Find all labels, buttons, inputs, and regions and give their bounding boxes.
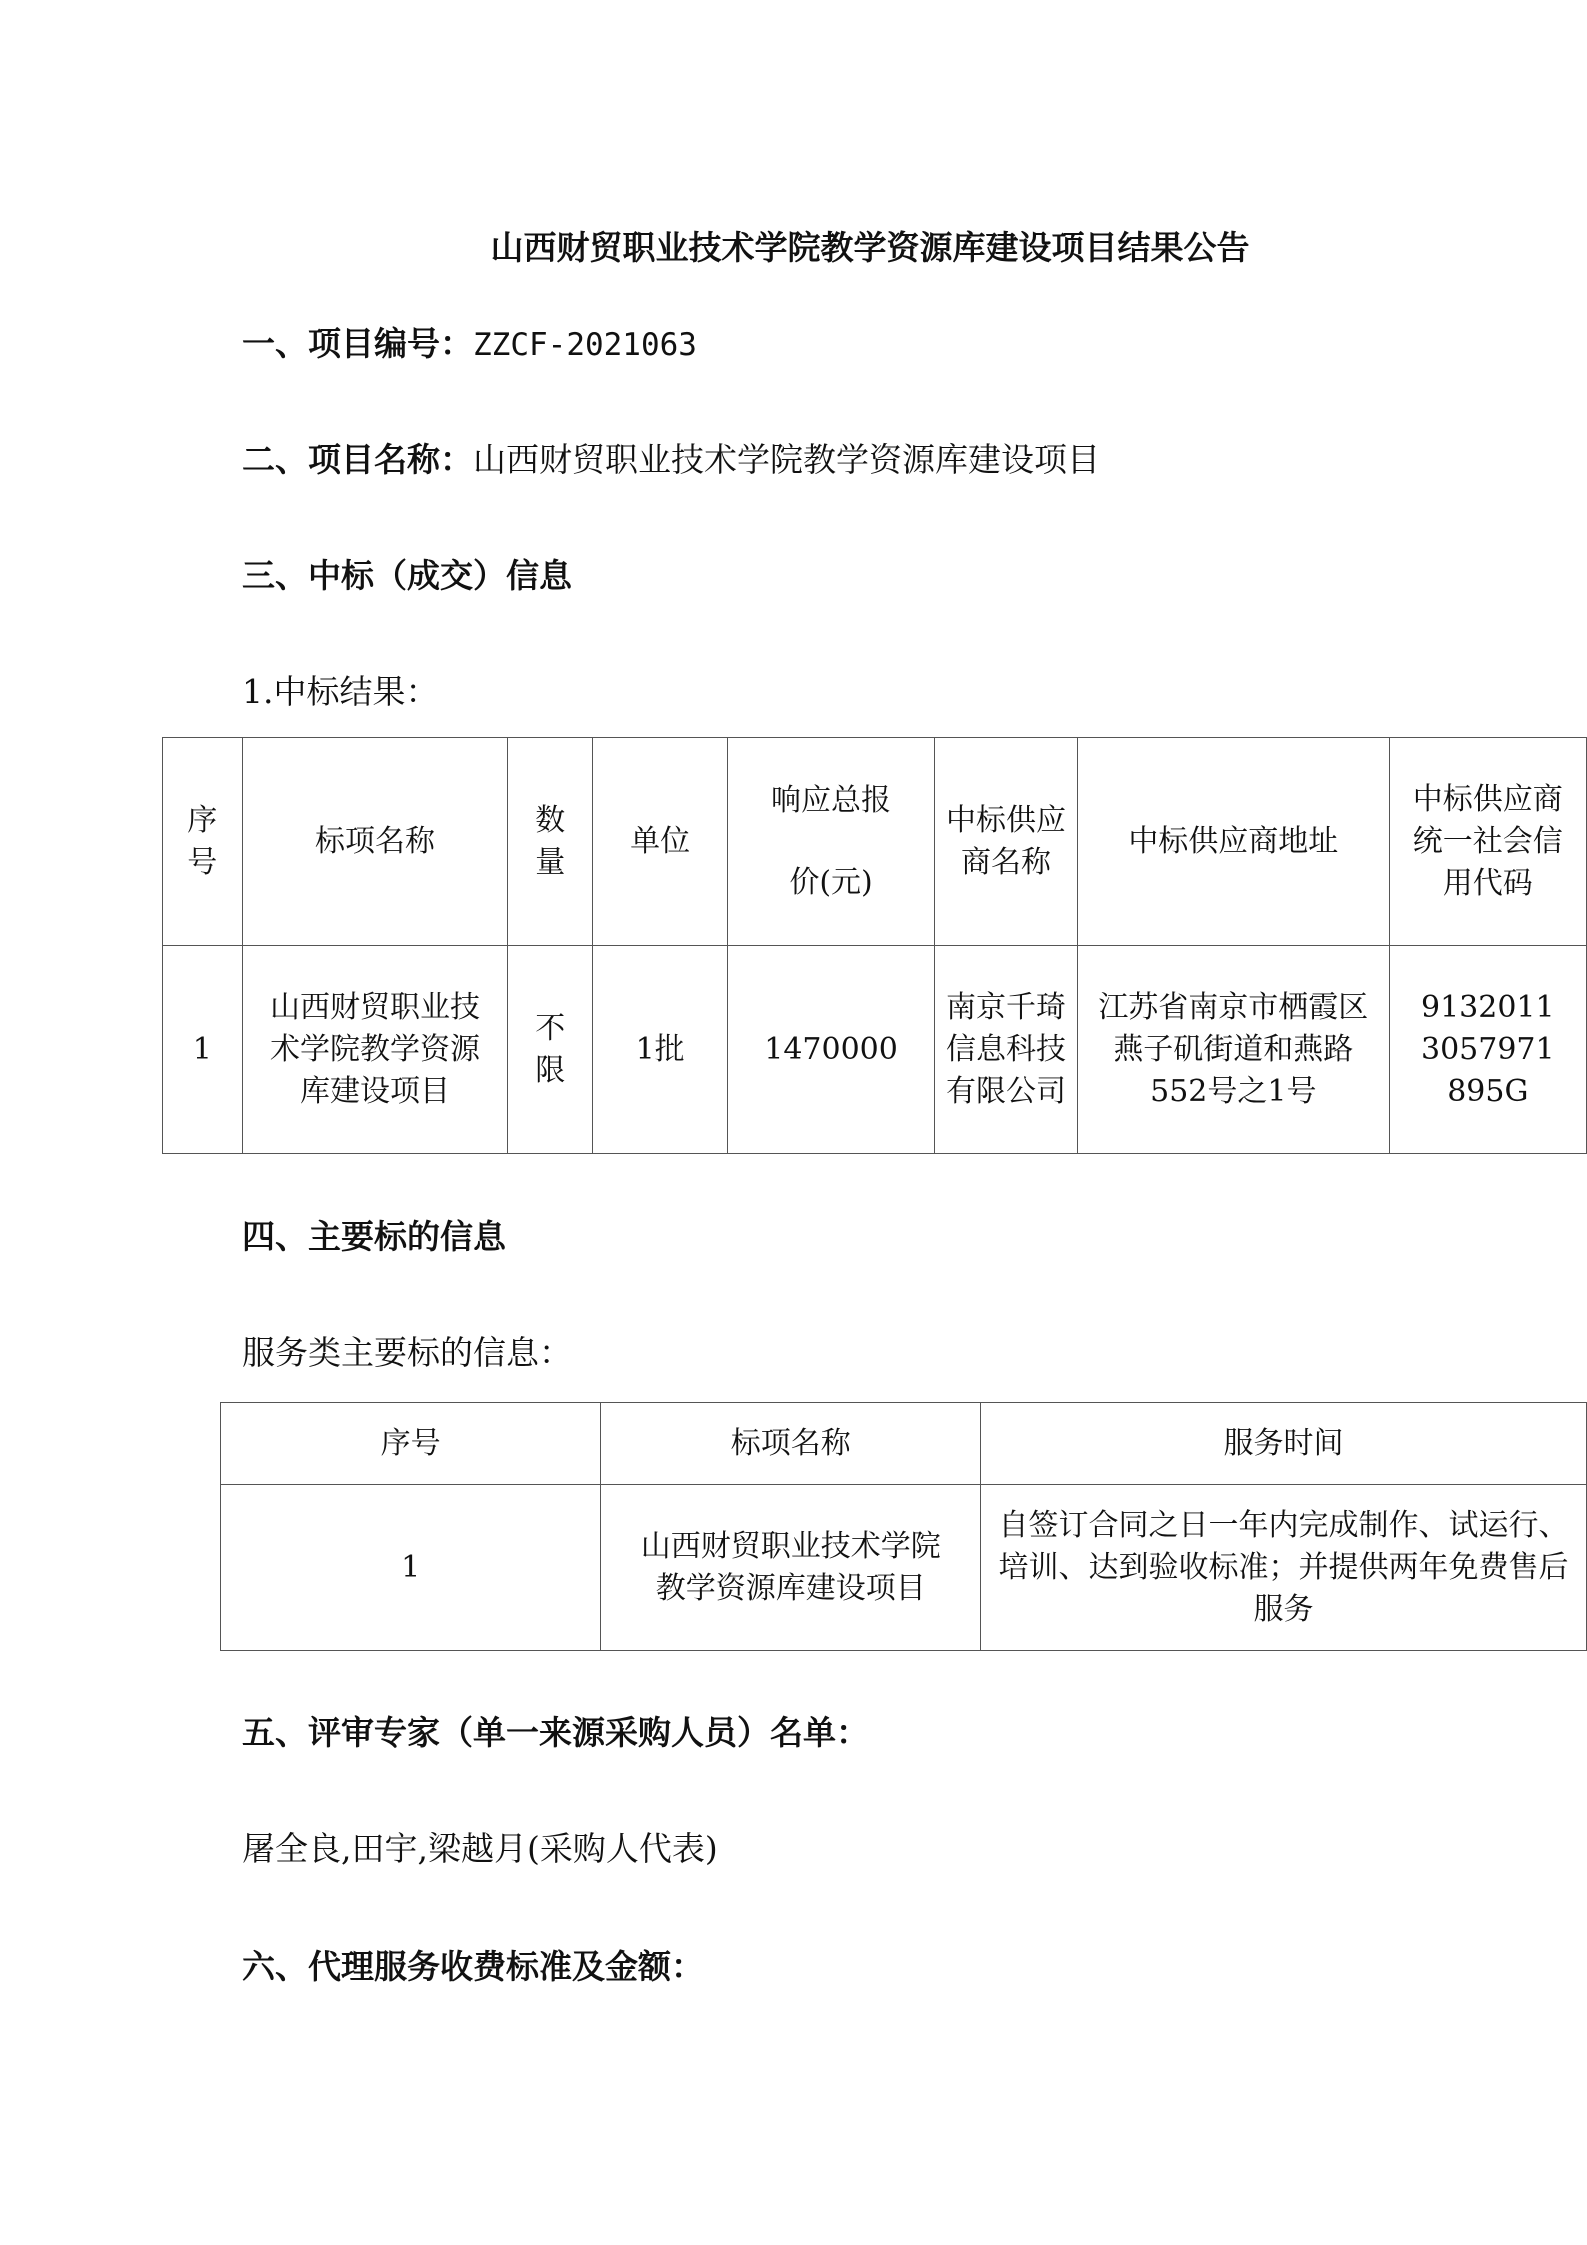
table-header-row [221, 1403, 1587, 1485]
header-item-name: 标项名称 [601, 1403, 981, 1485]
header-credit-code: 中标供应商统一社会信用代码 [1389, 738, 1586, 946]
row-quantity: 不限 [508, 946, 593, 1154]
agency-fee-heading: 六、代理服务收费标准及金额： [242, 1947, 704, 1986]
header-service-time: 服务时间 [981, 1403, 1587, 1485]
row-item-name: 山西财贸职业技术学院教学资源库建设项目 [242, 946, 508, 1154]
table-row [221, 1485, 1587, 1651]
page-title: 山西财贸职业技术学院教学资源库建设项目结果公告 [490, 228, 1250, 267]
project-number-value: ZZCF-2021063 [473, 327, 697, 363]
project-name-value: 山西财贸职业技术学院教学资源库建设项目 [473, 440, 1100, 479]
project-number-label: 一、项目编号： [242, 324, 473, 363]
row-no: 1 [163, 946, 243, 1154]
row-total-price: 1470000 [728, 946, 935, 1154]
header-no: 序号 [221, 1403, 601, 1485]
award-info-heading: 三、中标（成交）信息 [242, 556, 572, 595]
main-subject-heading: 四、主要标的信息 [242, 1217, 506, 1256]
row-no: 1 [221, 1485, 601, 1651]
experts-list: 屠全良,田宇,梁越月(采购人代表) [242, 1829, 718, 1868]
project-number-heading [242, 318, 697, 365]
header-supplier-address: 中标供应商地址 [1078, 738, 1390, 946]
row-unit: 1批 [593, 946, 728, 1154]
experts-heading: 五、评审专家（单一来源采购人员）名单： [242, 1713, 869, 1752]
award-result-table [162, 737, 1587, 1154]
award-result-label: 1.中标结果： [242, 672, 439, 711]
row-supplier-address: 江苏省南京市栖霞区燕子矶街道和燕路552号之1号 [1078, 946, 1390, 1154]
header-total-price: 响应总报价(元) [728, 738, 935, 946]
header-supplier-name: 中标供应商名称 [934, 738, 1077, 946]
row-credit-code: 91320113057971895G [1389, 946, 1586, 1154]
service-info-table [220, 1402, 1587, 1651]
header-unit: 单位 [593, 738, 728, 946]
project-name-heading [242, 434, 1100, 481]
header-item-name: 标项名称 [242, 738, 508, 946]
table-header-row [163, 738, 1587, 946]
row-item-name: 山西财贸职业技术学院教学资源库建设项目 [601, 1485, 981, 1651]
header-no: 序号 [163, 738, 243, 946]
row-supplier-name: 南京千琦信息科技有限公司 [934, 946, 1077, 1154]
row-service-time: 自签订合同之日一年内完成制作、试运行、培训、达到验收标准；并提供两年免费售后服务 [981, 1485, 1587, 1651]
service-info-label: 服务类主要标的信息： [242, 1333, 572, 1372]
table-row [163, 946, 1587, 1154]
project-name-label: 二、项目名称： [242, 440, 473, 479]
header-quantity: 数量 [508, 738, 593, 946]
